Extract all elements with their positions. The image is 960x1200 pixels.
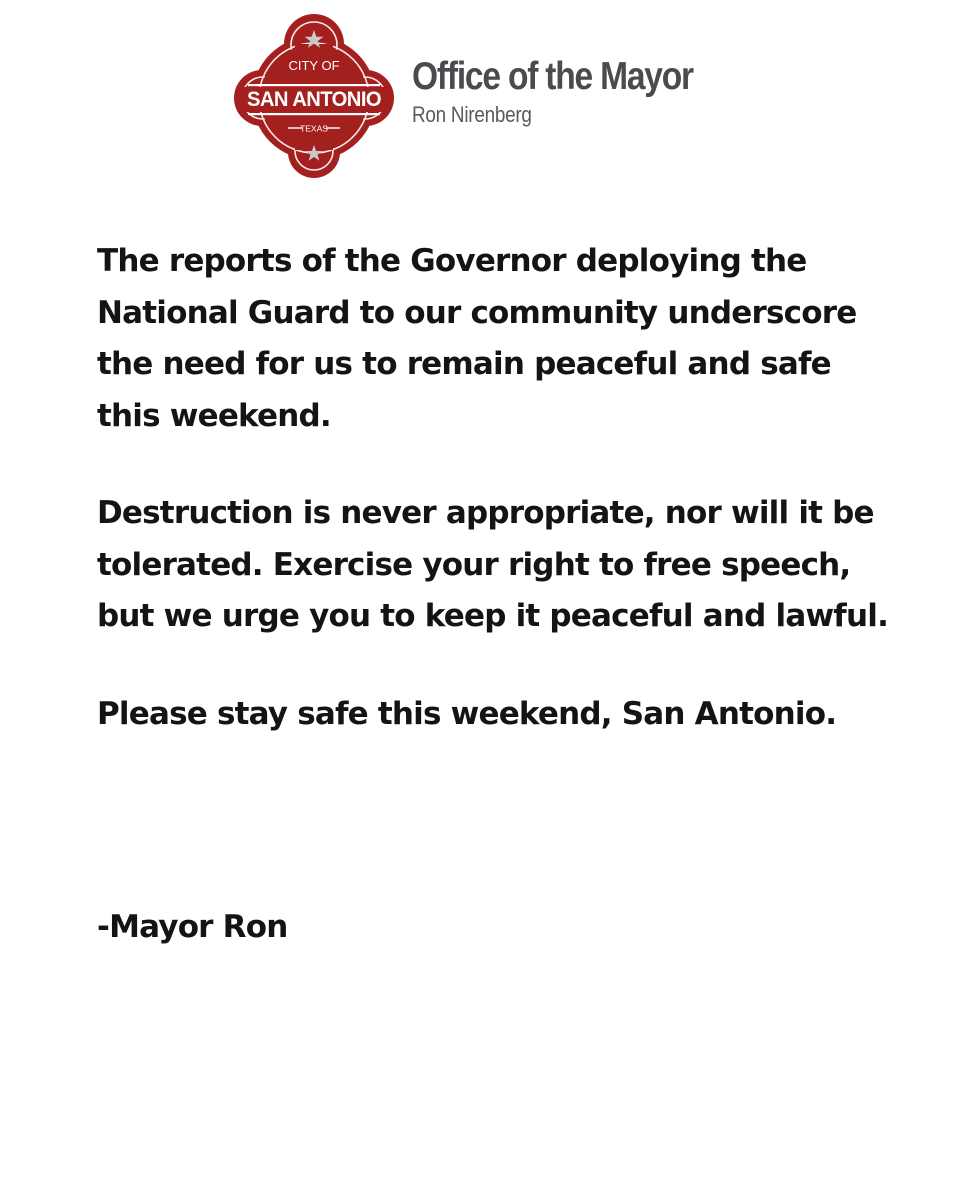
city-seal-logo [232,14,396,178]
statement-body [97,236,897,740]
seal-main-text: SAN ANTONIO [247,88,382,111]
signature: -Mayor Ron [97,909,288,945]
statement-paragraph: Destruction is never appropriate, nor will it be tolerated. Exercise your right to free speech, but we urge you to keep it peaceful and lawful. [97,495,889,634]
office-heading [412,56,752,128]
letterhead [232,14,752,178]
office-title: Office of the Mayor [412,55,693,98]
seal-top-text: CITY OF [288,58,340,73]
statement-paragraph: Please stay safe this weekend, San Antonio. [97,695,837,732]
seal-bottom-text: TEXAS [300,123,328,134]
mayor-name: Ron Nirenberg [412,102,532,127]
statement-paragraph: The reports of the Governor deploying the National Guard to our community underscore the need for us to remain peaceful and safe this weekend. [97,243,857,434]
